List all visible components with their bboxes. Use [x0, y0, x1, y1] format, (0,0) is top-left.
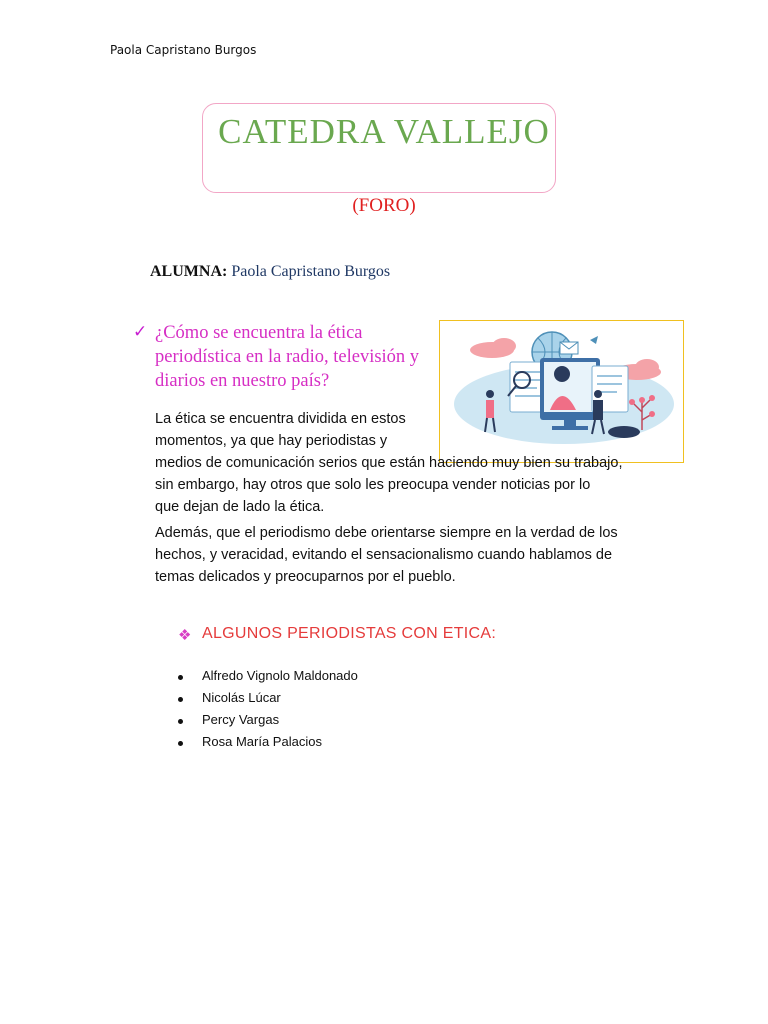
paragraph-1 [155, 408, 665, 518]
paragraph-line: hechos, y veracidad, evitando el sensacionalismo cuando hablamos de [155, 547, 613, 563]
bullet-dot-icon [178, 697, 183, 702]
student-label: ALUMNA: [150, 263, 228, 280]
bullet-dot-icon [178, 741, 183, 746]
paragraph-line: momentos, ya que hay periodistas y [155, 433, 388, 449]
document-title: CATEDRA VALLEJO [218, 112, 550, 151]
header-author-name: Paola Capristano Burgos [110, 43, 257, 57]
paragraph-line: sin embargo, hay otros que solo les preocupa vender noticias por lo [155, 477, 591, 493]
bullet-dot-icon [178, 675, 183, 680]
student-name: Paola Capristano Burgos [231, 263, 391, 280]
paragraph-line: que dejan de lado la ética. [155, 499, 325, 515]
paragraph-line: medios de comunicación serios que están haciendo muy bien su trabajo, [155, 455, 623, 471]
paragraph-2 [155, 522, 665, 588]
document-subtitle: (FORO) [352, 195, 416, 216]
paragraph-line: La ética se encuentra dividida en estos [155, 411, 406, 427]
paragraph-line: temas delicados y preocuparnos por el pueblo. [155, 569, 456, 585]
paragraph-line: Además, que el periodismo debe orientarse siempre en la verdad de los [155, 525, 618, 541]
bullet-dot-icon [178, 719, 183, 724]
question-heading: ¿Cómo se encuentra la ética periodística en la radio, televisión y diarios en nuestro país? [155, 323, 420, 391]
checkmark-icon: ✓ [133, 322, 148, 341]
section-title: ALGUNOS PERIODISTAS CON ETICA: [202, 625, 497, 642]
student-line [150, 263, 390, 281]
diamond-bullet-icon: ❖ [178, 627, 192, 644]
